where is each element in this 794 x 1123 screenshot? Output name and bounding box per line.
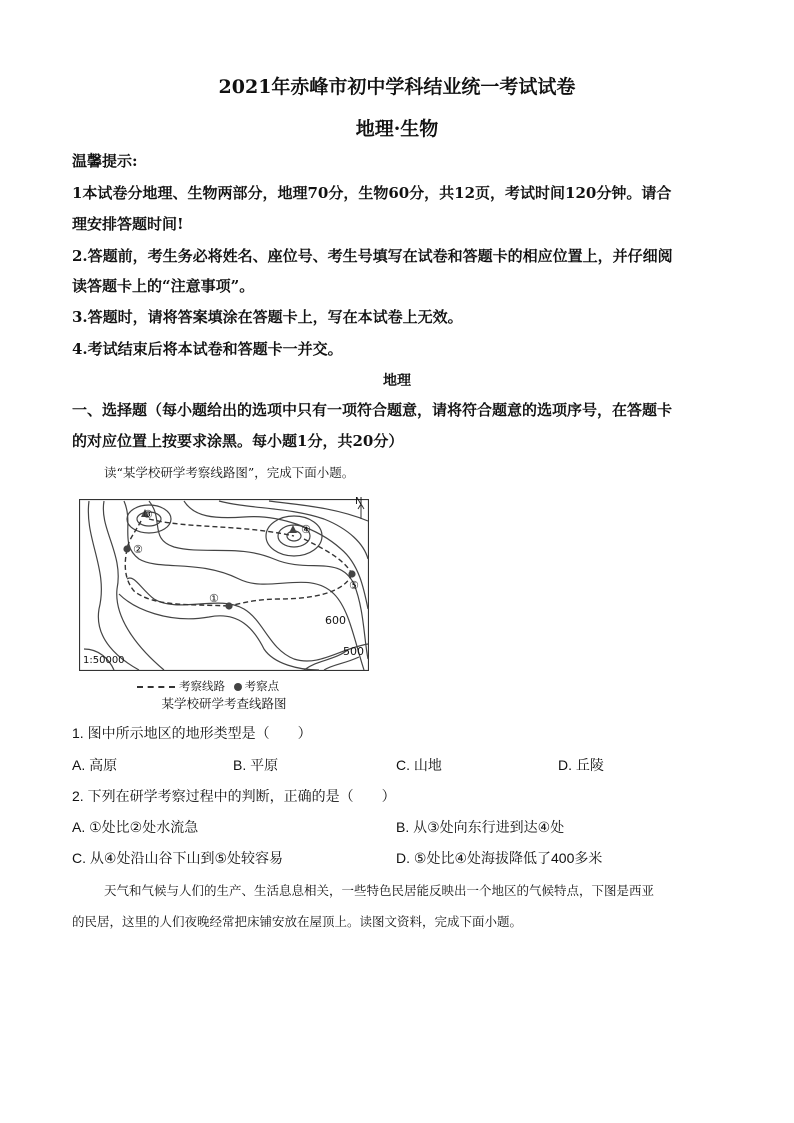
map-legend (137, 678, 279, 694)
passage-line-1: 天气和气候与人们的生产、生活息息相关，一些特色民居能反映出一个地区的气候特点，下图是西亚 (104, 883, 655, 898)
legend-point-label: 考察点 (244, 679, 280, 693)
map-intro: 读“某学校研学考察线路图”，完成下面小题。 (104, 465, 355, 480)
question-2-option-b[interactable]: B. 从③处向东行进到达④处 (396, 819, 565, 835)
notice-heading: 温馨提示: (72, 152, 138, 170)
map-caption: 某学校研学考查线路图 (161, 696, 287, 711)
question-1-option-a[interactable]: A. 高原 (72, 757, 118, 773)
question-2-option-d[interactable]: D. ⑤处比④处海拔降低了400多米 (396, 850, 603, 866)
question-1-option-b[interactable]: B. 平原 (233, 757, 279, 773)
exam-title: 2021年赤峰市初中学科结业统一考试试卷 (218, 76, 576, 98)
question-2-stem: 2. 下列在研学考察过程中的判断，正确的是（ ） (72, 788, 396, 804)
notice-line-2: 理安排答题时间! (72, 215, 184, 233)
legend-point-dot (234, 683, 242, 691)
part1-heading-1: 一、选择题（每小题给出的选项中只有一项符合题意，请将符合题意的选项序号，在答题卡 (72, 401, 673, 419)
north-label: N (355, 496, 363, 507)
point-3-label: ③ (143, 508, 153, 521)
contour-600-label: 600 (325, 614, 346, 627)
question-1-option-d[interactable]: D. 丘陵 (558, 757, 604, 773)
contour-map-graphic (79, 499, 369, 671)
contour-map (79, 496, 369, 671)
point-2-label: ② (133, 543, 143, 556)
legend-route-label: 考察线路 (179, 679, 225, 693)
contour-500-label: 500 (343, 645, 364, 658)
question-2-option-a[interactable]: A. ①处比②处水流急 (72, 819, 199, 835)
notice-line-5: 3.答题时，请将答案填涂在答题卡上，写在本试卷上无效。 (72, 308, 463, 326)
part1-heading-2: 的对应位置上按要求涂黑。每小题1分，共20分） (72, 432, 404, 450)
question-1-stem: 1. 图中所示地区的地形类型是（ ） (72, 725, 312, 741)
section-title: 地理 (383, 373, 411, 389)
point-5-label: ⑤ (349, 579, 359, 592)
point-4-label: ④ (301, 523, 311, 536)
question-1-option-c[interactable]: C. 山地 (396, 757, 442, 773)
notice-line-6: 4.考试结束后将本试卷和答题卡一并交。 (72, 340, 343, 358)
legend-route-line (137, 686, 175, 688)
passage-line-2: 的民居，这里的人们夜晚经常把床铺安放在屋顶上。读图文资料，完成下面小题。 (72, 914, 523, 929)
notice-line-4: 读答题卡上的“注意事项”。 (72, 277, 255, 295)
question-2-option-c[interactable]: C. 从④处沿山谷下山到⑤处较容易 (72, 850, 283, 866)
notice-line-1: 1本试卷分地理、生物两部分，地理70分，生物60分，共12页，考试时间120分钟。请合 (72, 184, 672, 202)
notice-line-3: 2.答题前，考生务必将姓名、座位号、考生号填写在试卷和答题卡的相应位置上，并仔细阅 (72, 247, 673, 265)
point-1-label: ① (209, 592, 219, 605)
exam-subtitle: 地理·生物 (355, 118, 439, 140)
map-scale: 1:50000 (83, 655, 125, 666)
